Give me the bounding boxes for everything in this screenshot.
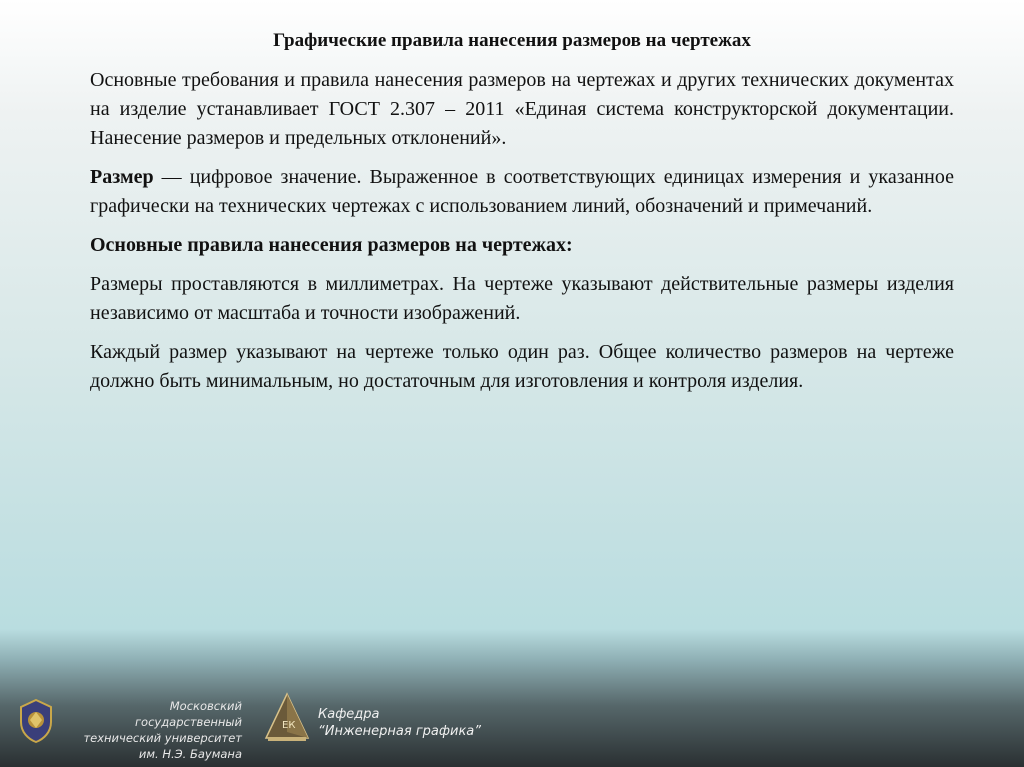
definition-text: — цифровое значение. Выраженное в соответствующих единицах измерения и указанное графически на технических чертежах с использованием линий, обозначений и примечаний. bbox=[90, 166, 954, 217]
department-line-1: Кафедра bbox=[318, 707, 380, 722]
university-emblem-icon bbox=[18, 698, 54, 744]
department-line-2: “Инженерная графика” bbox=[318, 724, 482, 739]
university-line-3: им. Н.Э. Баумана bbox=[138, 747, 242, 761]
pyramid-letters: ЕК bbox=[282, 720, 296, 731]
paragraph-gost: Основные требования и правила нанесения размеров на чертежах и других технических документах на изделие устанавливает ГОСТ 2.307 – 2011 «Единая система конструкторской документации. Нанесение размеров и предельных отклонений». bbox=[90, 69, 954, 149]
term-razmer: Размер bbox=[90, 166, 154, 188]
paragraph-once: Каждый размер указывают на чертеже только один раз. Общее количество размеров на чертеже должно быть минимальным, но достаточным для изготовления и контроля изделия. bbox=[90, 341, 954, 392]
university-line-1: Московский государственный bbox=[135, 699, 242, 729]
department-name bbox=[318, 706, 481, 740]
slide-title: Графические правила нанесения размеров на чертежах bbox=[273, 30, 751, 51]
university-name bbox=[62, 698, 242, 762]
footer bbox=[0, 680, 1024, 767]
pyramid-logo-icon bbox=[264, 692, 310, 744]
paragraph-definition bbox=[90, 163, 954, 221]
slide-content bbox=[90, 66, 954, 406]
paragraph-units: Размеры проставляются в миллиметрах. На чертеже указывают действительные размеры изделия независимо от масштаба и точности изображений. bbox=[90, 273, 954, 324]
university-line-2: технический университет bbox=[83, 731, 242, 745]
rules-heading: Основные правила нанесения размеров на чертежах: bbox=[90, 234, 573, 256]
